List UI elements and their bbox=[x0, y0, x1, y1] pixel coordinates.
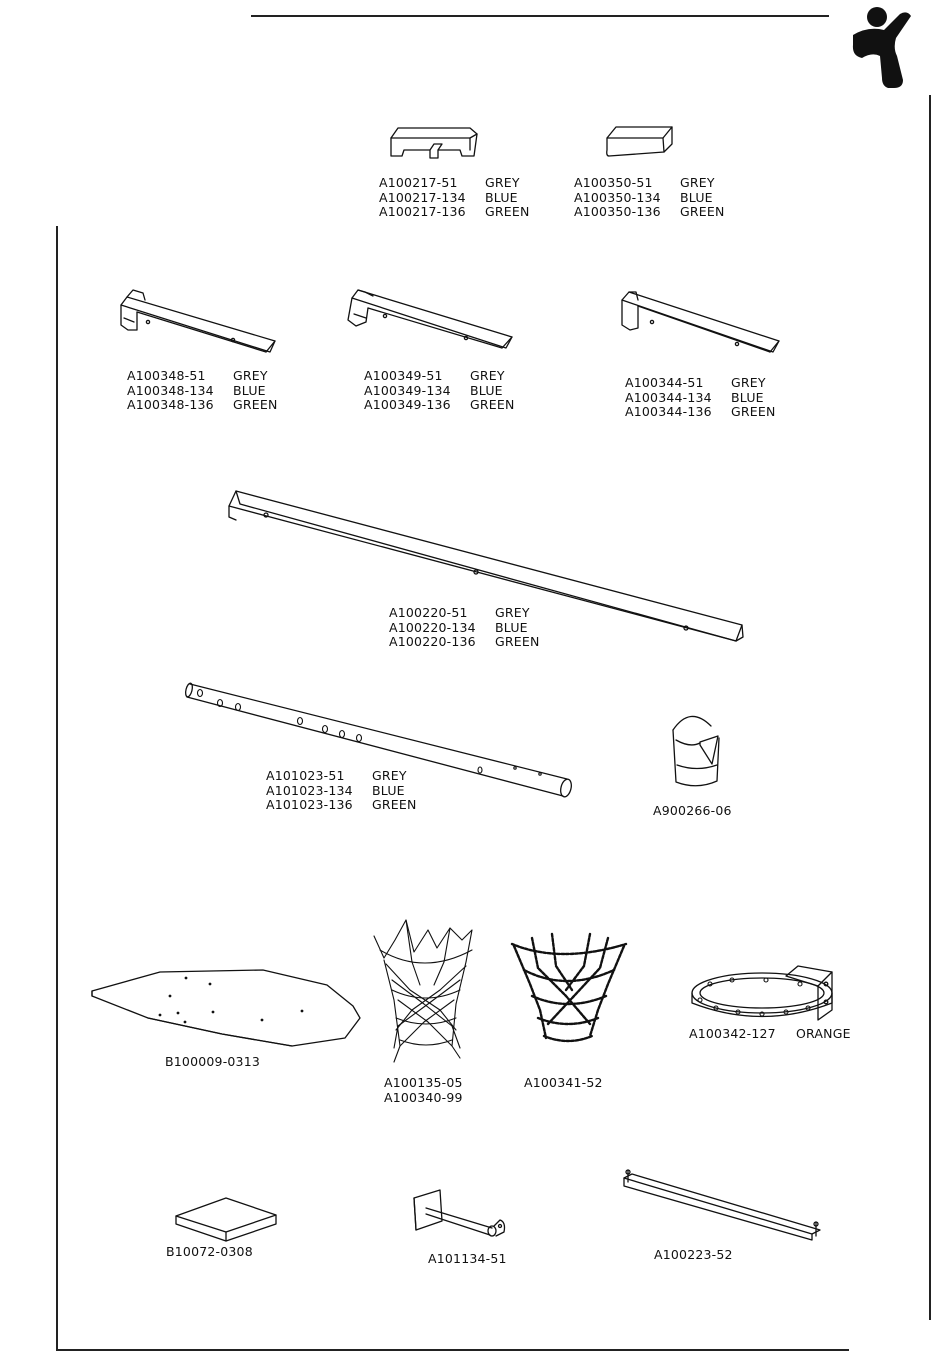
short-rail-part bbox=[624, 1170, 820, 1240]
pad-block-part bbox=[176, 1198, 276, 1241]
part-code: A100350-134 bbox=[574, 189, 661, 205]
variant-row bbox=[625, 376, 776, 391]
part-code: A100220-51 bbox=[389, 605, 468, 620]
part-color: GREY bbox=[731, 375, 766, 390]
variant-row bbox=[625, 405, 776, 420]
variant-row bbox=[127, 398, 278, 413]
part-color: ORANGE bbox=[796, 1026, 851, 1041]
channel-cap-part bbox=[391, 128, 477, 158]
part-color: BLUE bbox=[233, 382, 266, 398]
end-cap-part bbox=[607, 127, 672, 156]
backboard-part bbox=[92, 970, 360, 1046]
part-code: A100348-51 bbox=[127, 368, 206, 383]
part-label-b10072: B10072-0308 bbox=[166, 1244, 253, 1259]
part-color: BLUE bbox=[372, 782, 405, 798]
part-color: GREEN bbox=[485, 204, 530, 219]
part-label-a100344 bbox=[625, 376, 776, 420]
part-code: A100348-136 bbox=[127, 397, 214, 412]
part-code: A101023-134 bbox=[266, 782, 353, 798]
part-label-a100348 bbox=[127, 369, 278, 413]
variant-row bbox=[379, 176, 530, 191]
variant-row bbox=[266, 784, 417, 799]
part-code: A100217-136 bbox=[379, 204, 466, 219]
part-color: GREEN bbox=[372, 797, 417, 812]
part-code: A100342-127 bbox=[689, 1026, 776, 1041]
variant-row bbox=[389, 635, 540, 650]
part-code: A100350-136 bbox=[574, 204, 661, 219]
part-code: A100344-136 bbox=[625, 404, 712, 419]
part-code: A100348-134 bbox=[127, 382, 214, 398]
part-color: BLUE bbox=[731, 389, 764, 405]
part-color: GREY bbox=[495, 605, 530, 620]
variant-row bbox=[574, 176, 725, 191]
tube-cap-part bbox=[673, 716, 719, 785]
part-label-a100349 bbox=[364, 369, 515, 413]
part-color: GREY bbox=[233, 368, 268, 383]
variant-row bbox=[127, 384, 278, 399]
variant-row bbox=[379, 191, 530, 206]
variant-row bbox=[625, 391, 776, 406]
variant-row bbox=[574, 191, 725, 206]
part-color: GREEN bbox=[731, 404, 776, 419]
part-label-a100220 bbox=[389, 606, 540, 650]
basketball-hoop-part bbox=[692, 966, 832, 1020]
basketball-net-part bbox=[374, 920, 472, 1062]
part-code: A100217-134 bbox=[379, 189, 466, 205]
part-label-a101134: A101134-51 bbox=[428, 1251, 507, 1266]
part-label-a100342 bbox=[689, 1027, 851, 1042]
part-code: A100350-51 bbox=[574, 175, 653, 190]
running-figure-logo bbox=[853, 7, 911, 88]
part-label-b100009: B100009-0313 bbox=[165, 1054, 261, 1069]
part-label-a900266: A900266-06 bbox=[653, 803, 732, 818]
part-code: A100349-134 bbox=[364, 382, 451, 398]
variant-row bbox=[266, 769, 417, 784]
variant-row bbox=[364, 398, 515, 413]
part-color: GREEN bbox=[680, 204, 725, 219]
part-code: A101023-51 bbox=[266, 768, 345, 783]
part-code: A100340-99 bbox=[384, 1089, 463, 1105]
variant-row bbox=[364, 384, 515, 399]
variant-row bbox=[266, 798, 417, 813]
part-color: GREY bbox=[485, 175, 520, 190]
part-color: GREEN bbox=[470, 397, 515, 412]
part-code: A100344-134 bbox=[625, 389, 712, 405]
part-color: GREEN bbox=[233, 397, 278, 412]
mounting-pin-part bbox=[414, 1190, 505, 1236]
part-label-a100223: A100223-52 bbox=[654, 1247, 733, 1262]
variant-row bbox=[574, 205, 725, 220]
part-label-a100217 bbox=[379, 176, 530, 220]
part-color: BLUE bbox=[485, 189, 518, 205]
part-color: GREY bbox=[372, 768, 407, 783]
part-code: A100135-05 bbox=[384, 1075, 463, 1090]
part-color: BLUE bbox=[680, 189, 713, 205]
part-color: GREY bbox=[680, 175, 715, 190]
part-label-a100350 bbox=[574, 176, 725, 220]
chain-net-part bbox=[512, 934, 626, 1041]
part-code: A100220-136 bbox=[389, 634, 476, 649]
part-code: A100349-51 bbox=[364, 368, 443, 383]
part-label-net bbox=[384, 1076, 463, 1105]
part-label-a100341: A100341-52 bbox=[524, 1075, 603, 1090]
part-code: A100349-136 bbox=[364, 397, 451, 412]
variant-row bbox=[127, 369, 278, 384]
part-code: A100217-51 bbox=[379, 175, 458, 190]
variant-row bbox=[389, 606, 540, 621]
bracket-arm-part bbox=[121, 290, 275, 352]
part-code: A100344-51 bbox=[625, 375, 704, 390]
variant-row bbox=[364, 369, 515, 384]
part-code: A101023-136 bbox=[266, 797, 353, 812]
part-color: GREEN bbox=[495, 634, 540, 649]
bracket-arm-part bbox=[348, 290, 512, 348]
part-label-a101023 bbox=[266, 769, 417, 813]
part-color: GREY bbox=[470, 368, 505, 383]
part-color: BLUE bbox=[470, 382, 503, 398]
variant-row bbox=[379, 205, 530, 220]
part-code: A100220-134 bbox=[389, 619, 476, 635]
variant-row bbox=[389, 621, 540, 636]
part-color: BLUE bbox=[495, 619, 528, 635]
bracket-arm-part bbox=[622, 292, 779, 352]
